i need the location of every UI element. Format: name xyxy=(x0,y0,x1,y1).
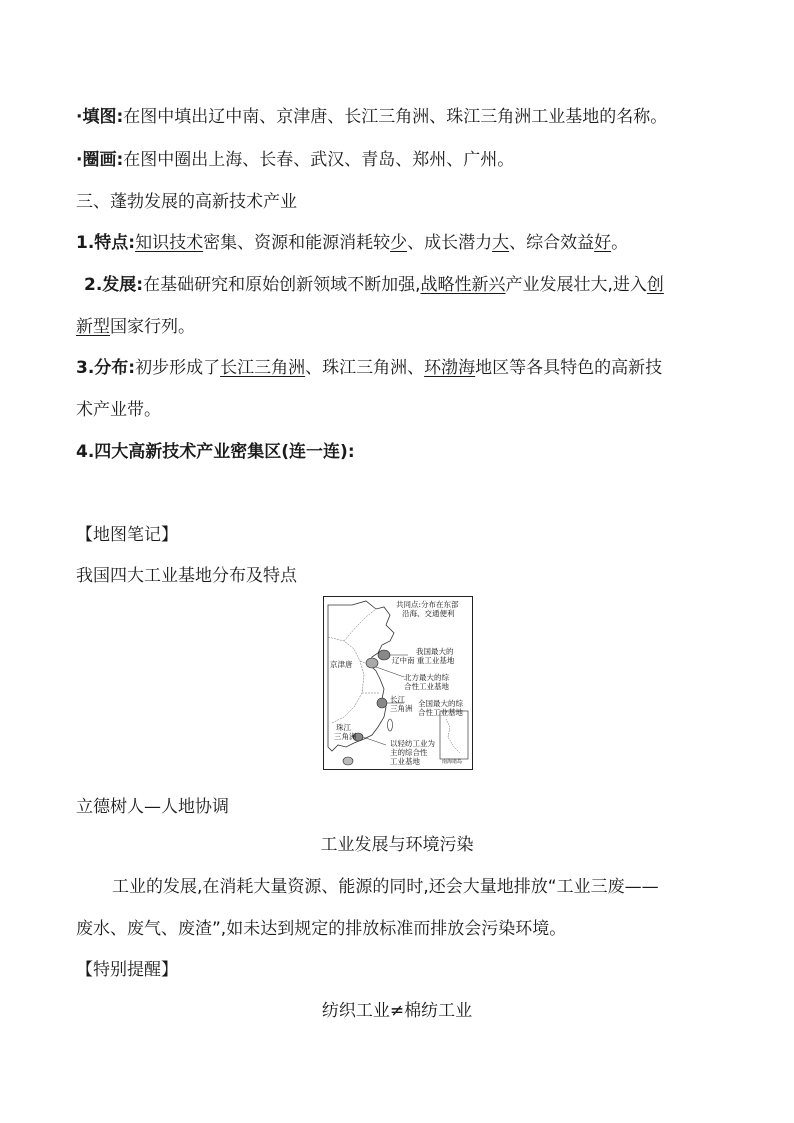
map-zhujiang-desc-2: 主的综合性 xyxy=(390,748,428,757)
map-common-line-2: 沿海、交通便利 xyxy=(402,609,455,618)
hightech-zones-heading: 4.四大高新技术产业密集区(连一连): xyxy=(76,442,355,462)
development-blank-1: 战略性新兴 xyxy=(420,275,506,295)
industrial-bases-map xyxy=(323,596,473,770)
development-blank-3: 新型 xyxy=(76,317,110,337)
map-inset-label: 南海诸岛 xyxy=(442,759,463,765)
map-jingjintang-desc-1: 北方最大的综 xyxy=(404,673,449,682)
map-notes-heading: 【地图笔记】 xyxy=(76,525,178,545)
feature-head: 1.特点: xyxy=(76,233,136,253)
distribution-text-2: 、珠江三角洲、 xyxy=(305,358,425,378)
map-zhujiang-desc-1: 以轻纺工业为 xyxy=(390,739,435,748)
distribution-text-1: 初步形成了 xyxy=(135,358,221,378)
map-notes-subtitle: 我国四大工业基地分布及特点 xyxy=(76,566,297,586)
map-jingjintang-label: 京津唐 xyxy=(330,660,353,669)
development-blank-2: 创 xyxy=(646,275,664,295)
section-heading: 三、蓬勃发展的高新技术产业 xyxy=(76,192,297,212)
distribution-blank-1: 长江三角洲 xyxy=(220,358,306,378)
feature-text-1: 密集、资源和能源消耗较 xyxy=(203,233,391,253)
map-changjiang-desc-1: 全国最大的综 xyxy=(418,699,463,708)
distribution-line-cont: 术产业带。 xyxy=(76,400,161,420)
map-zhujiang-label-2: 三角洲 xyxy=(334,732,357,741)
map-jingjintang-desc-2: 合性工业基地 xyxy=(404,682,449,691)
fill-map-text: 在图中填出辽中南、京津唐、长江三角洲、珠江三角洲工业基地的名称。 xyxy=(123,107,668,127)
map-zhujiang-desc-3: 工业基地 xyxy=(390,757,420,766)
distribution-blank-2: 环渤海 xyxy=(424,358,476,378)
distribution-line xyxy=(76,357,662,379)
map-changjiang-desc-2: 合性工业基地 xyxy=(418,708,463,717)
development-text-1: 在基础研究和原始创新领域不断加强, xyxy=(143,275,421,295)
map-changjiang-label-2: 三角洲 xyxy=(390,704,413,713)
pollution-paragraph-line-1: 工业的发展,在消耗大量资源、能源的同时,还会大量地排放“工业三废—— xyxy=(112,877,659,897)
circle-map-instruction xyxy=(76,149,514,171)
feature-text-3: 、综合效益 xyxy=(509,233,595,253)
topic-title: 工业发展与环境污染 xyxy=(320,835,474,855)
distribution-head: 3.分布: xyxy=(76,358,136,378)
feature-text-4: 。 xyxy=(611,233,629,253)
map-liaozhongnan-desc-2: 辽中南 重工业基地 xyxy=(392,656,455,665)
fill-map-head: ·填图: xyxy=(76,107,124,127)
development-head: 2.发展: xyxy=(84,275,144,295)
feature-blank-4: 好 xyxy=(594,233,612,253)
feature-blank-1: 知识技术 xyxy=(135,233,204,253)
map-changjiang-label-1: 长江 xyxy=(390,695,405,704)
feature-blank-2: 少 xyxy=(390,233,408,253)
circle-map-head: ·圈画: xyxy=(76,150,124,170)
reminder-text: 纺织工业≠棉纺工业 xyxy=(321,1001,473,1021)
moral-education-heading: 立德树人—人地协调 xyxy=(76,797,229,817)
circle-map-text: 在图中圈出上海、长春、武汉、青岛、郑州、广州。 xyxy=(123,150,515,170)
map-common-line-1: 共同点:分布在东部 xyxy=(396,600,459,609)
special-reminder-heading: 【特别提醒】 xyxy=(76,960,178,980)
feature-text-2: 、成长潜力 xyxy=(407,233,493,253)
development-line xyxy=(84,274,664,296)
map-zhujiang-label-1: 珠江 xyxy=(336,723,351,732)
feature-line xyxy=(76,232,628,254)
south-sea-inset xyxy=(440,711,468,759)
development-line-cont xyxy=(76,316,195,338)
distribution-text-3: 地区等各具特色的高新技 xyxy=(475,358,663,378)
pollution-paragraph-line-2: 废水、废气、废渣”,如未达到规定的排放标准而排放会污染环境。 xyxy=(76,919,567,939)
map-liaozhongnan-desc-1: 我国最大的 xyxy=(416,647,454,656)
fill-map-instruction xyxy=(76,106,667,128)
feature-blank-3: 大 xyxy=(492,233,510,253)
development-text-3: 国家行列。 xyxy=(110,317,195,337)
development-text-2: 产业发展壮大,进入 xyxy=(505,275,647,295)
